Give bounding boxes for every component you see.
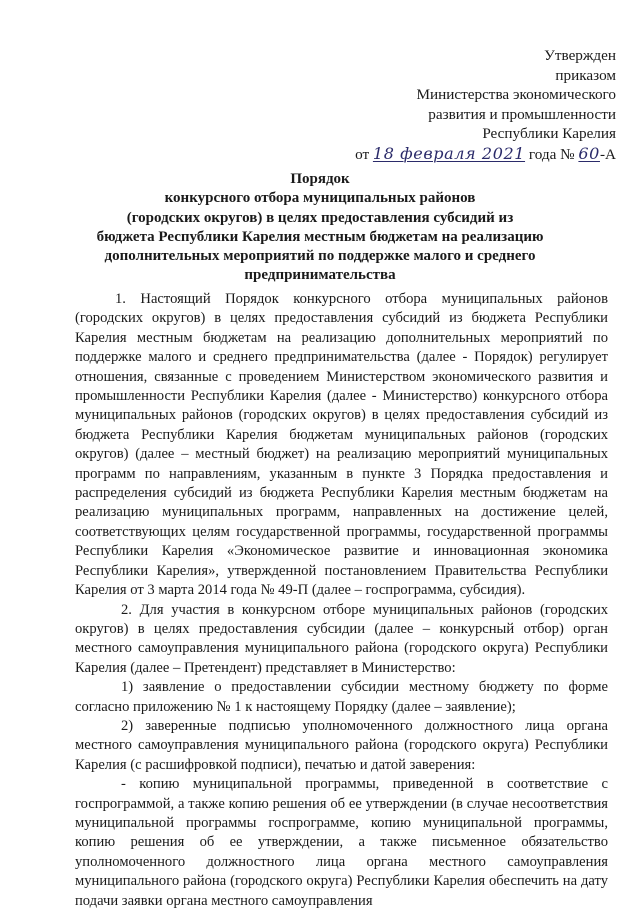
document-body <box>75 290 608 911</box>
title-line-2: конкурсного отбора муниципальных районов <box>164 190 476 207</box>
approval-number-handwritten: 60 <box>578 143 600 163</box>
document-title <box>60 170 580 286</box>
approval-date-prefix: от <box>355 145 370 163</box>
approval-line-order: приказом <box>555 66 616 84</box>
approval-number-prefix: года № <box>528 145 575 163</box>
title-line-6: предпринимательства <box>244 267 396 284</box>
paragraph-1: 1. Настоящий Порядок конкурсного отбора муниципальных районов (городских округов) в целях предоставления субсидий из бюджета Республики Карелия местным бюджетам на реализацию дополнительных мероприятий по поддержке малого и среднего предпринимательства (далее - Порядок) регулирует отношения, связанные с проведением Министерством экономического развития и промышленности Республики Карелия (далее - Министерство) конкурсного отбора муниципальных районов (городских округов) в целях предоставления субсидий из бюджета Республики Карелия бюджетам муниципальных районов (городских округов) (далее – местный бюджет) на реализацию мероприятий муниципальных программ по направлениям, указанным в пункте 3 Порядка предоставления и распределения субсидий из бюджета Республики Карелия местным бюджетам на реализацию муниципальных программ, направленных на достижение целей, соответствующих целям государственной программы, государственной программы Республики Карелия «Экономическое развитие и инновационная экономика Республики Карелия», утвержденной постановлением Правительства Республики Карелия от 3 марта 2014 года № 49-П (далее – госпрограмма, субсидия). <box>75 291 608 599</box>
title-line-1: Порядок <box>290 171 350 187</box>
approval-line-development: развития и промышленности <box>428 105 616 123</box>
approval-line-ministry: Министерства экономического <box>416 86 616 104</box>
approval-line-republic: Республики Карелия <box>482 125 616 143</box>
paragraph-bullet-program-copy: - копию муниципальной программы, приведенной в соответствие с госпрограммой, а также копию решения об ее утверждении (в случае несоответствия муниципальной программы госпрограмме, копию муниципальной программы, копию решения об ее утверждении, а также письменное обязательство уполномоченного должностного лица органа местного самоуправления муниципального района (городского округа) Республики Карелия обеспечить на дату подачи заявки органа местного самоуправления <box>75 776 608 909</box>
approval-date-line <box>355 144 616 165</box>
paragraph-item-1: 1) заявление о предоставлении субсидии местному бюджету по форме согласно приложению № 1 к настоящему Порядку (далее – заявление); <box>75 679 608 715</box>
approval-date-handwritten: 18 февраля 2021 <box>372 143 526 163</box>
approval-line-approved: Утвержден <box>544 47 616 64</box>
title-line-4: бюджета Республики Карелия местным бюджетам на реализацию <box>96 228 544 245</box>
paragraph-2: 2. Для участия в конкурсном отборе муниципальных районов (городских округов) в целях предоставления субсидии (далее – конкурсный отбор) орган местного самоуправления муниципального района (городского округа) Республики Карелия (далее – Претендент) представляет в Министерство: <box>75 601 608 676</box>
approval-number-suffix: -А <box>599 145 616 163</box>
approval-stamp-block <box>355 46 616 165</box>
paragraph-item-2: 2) заверенные подписью уполномоченного должностного лица органа местного самоуправления муниципального района (городского округа) Республики Карелия (с расшифровкой подписи), печатью и датой заверения: <box>75 717 608 773</box>
title-line-5: дополнительных мероприятий по поддержке малого и среднего <box>104 248 536 265</box>
title-line-3: (городских округов) в целях предоставления субсидий из <box>126 209 514 226</box>
